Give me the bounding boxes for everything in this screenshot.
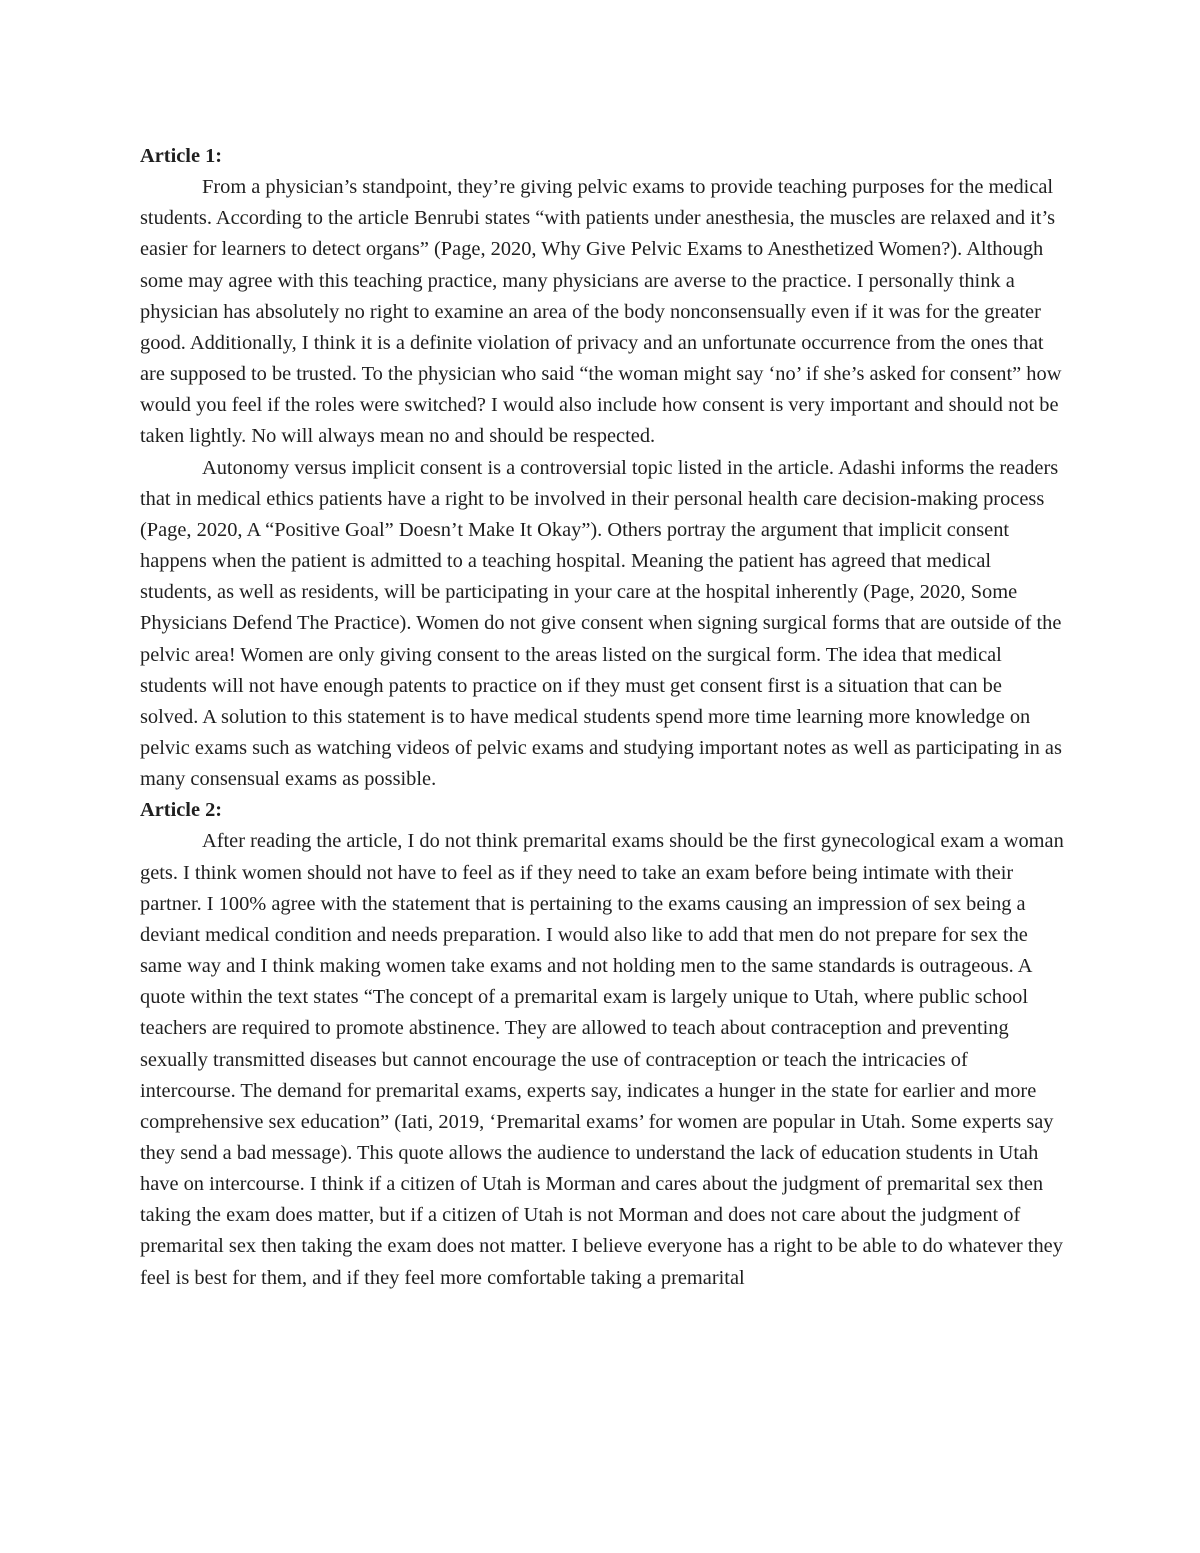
document-body	[140, 141, 1065, 1294]
article-2-paragraph-1: After reading the article, I do not think premarital exams should be the first gynecological exam a woman gets. I think women should not have to feel as if they need to take an exam before being intimate with their partner. I 100% agree with the statement that is pertaining to the exams causing an impression of sex being a deviant medical condition and needs preparation. I would also like to add that men do not prepare for sex the same way and I think making women take exams and not holding men to the same standards is outrageous. A quote within the text states “The concept of a premarital exam is largely unique to Utah, where public school teachers are required to promote abstinence. They are allowed to teach about contraception and preventing sexually transmitted diseases but cannot encourage the use of contraception or teach the intricacies of intercourse. The demand for premarital exams, experts say, indicates a hunger in the state for earlier and more comprehensive sex education” (Iati, 2019, ‘Premarital exams’ for women are popular in Utah. Some experts say they send a bad message). This quote allows the audience to understand the lack of education students in Utah have on intercourse. I think if a citizen of Utah is Morman and cares about the judgment of premarital sex then taking the exam does matter, but if a citizen of Utah is not Morman and does not care about the judgment of premarital sex then taking the exam does not matter. I believe everyone has a right to be able to do whatever they feel is best for them, and if they feel more comfortable taking a premarital	[140, 830, 1064, 1289]
article-2-heading: Article 2:	[140, 799, 223, 822]
article-1-paragraph-2: Autonomy versus implicit consent is a controversial topic listed in the article. Adashi informs the readers that in medical ethics patients have a right to be involved in their personal health care decision-making process (Page, 2020, A “Positive Goal” Doesn’t Make It Okay”). Others portray the argument that implicit consent happens when the patient is admitted to a teaching hospital. Meaning the patient has agreed that medical students, as well as residents, will be participating in your care at the hospital inherently (Page, 2020, Some Physicians Defend The Practice). Women do not give consent when signing surgical forms that are outside of the pelvic area! Women are only giving consent to the areas listed on the surgical form. The idea that medical students will not have enough patents to practice on if they must get consent first is a situation that can be solved. A solution to this statement is to have medical students spend more time learning more knowledge on pelvic exams such as watching videos of pelvic exams and studying important notes as well as participating in as many consensual exams as possible.	[140, 456, 1062, 791]
article-1-paragraph-1: From a physician’s standpoint, they’re giving pelvic exams to provide teaching purposes for the medical students. According to the article Benrubi states “with patients under anesthesia, the muscles are relaxed and it’s easier for learners to detect organs” (Page, 2020, Why Give Pelvic Exams to Anesthetized Women?). Although some may agree with this teaching practice, many physicians are averse to the practice. I personally think a physician has absolutely no right to examine an area of the body nonconsensually even if it was for the greater good. Additionally, I think it is a definite violation of privacy and an unfortunate occurrence from the ones that are supposed to be trusted. To the physician who said “the woman might say ‘no’ if she’s asked for consent” how would you feel if the roles were switched? I would also include how consent is very important and should not be taken lightly. No will always mean no and should be respected.	[140, 176, 1062, 448]
article-1-heading: Article 1:	[140, 145, 223, 167]
